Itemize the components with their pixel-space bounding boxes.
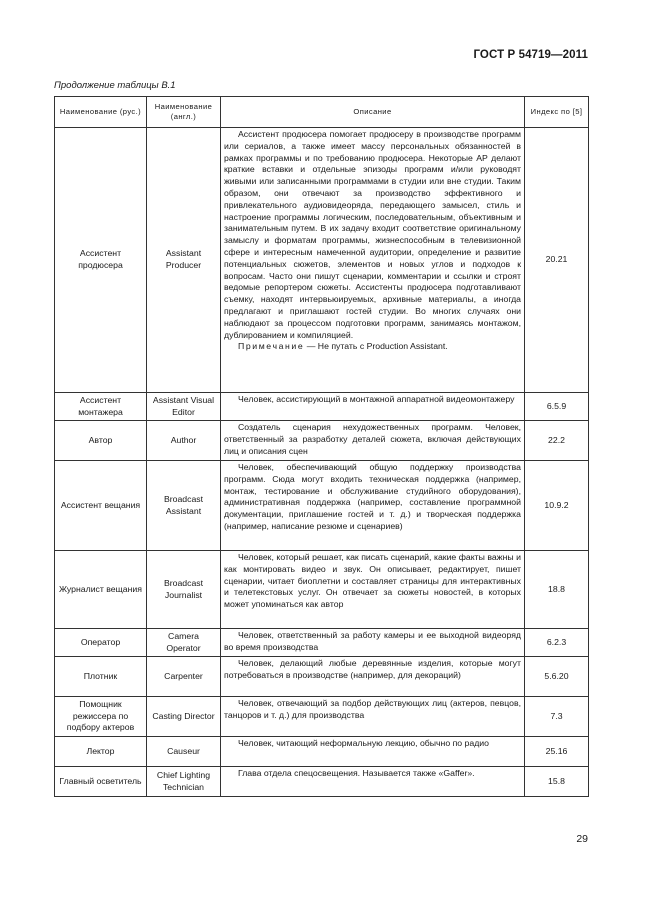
- term-en: Assistant Producer: [147, 128, 221, 393]
- term-index: 10.9.2: [525, 461, 589, 551]
- term-ru: Оператор: [55, 629, 147, 657]
- term-ru: Автор: [55, 421, 147, 461]
- term-ru: Лектор: [55, 737, 147, 767]
- note-label: Примечание: [238, 341, 305, 352]
- term-en: Casting Director: [147, 697, 221, 737]
- note-text: — Не путать с Production Assistant.: [304, 341, 448, 352]
- term-description: [221, 697, 525, 737]
- term-index: 6.5.9: [525, 393, 589, 421]
- column-header-ru: Наименование (рус.): [55, 97, 147, 128]
- term-en: Carpenter: [147, 657, 221, 697]
- table-row: [55, 421, 589, 461]
- term-index: 6.2.3: [525, 629, 589, 657]
- table-row: [55, 393, 589, 421]
- term-index: 15.8: [525, 767, 589, 797]
- standard-header: ГОСТ Р 54719—2011: [473, 49, 588, 61]
- terms-table: [54, 96, 589, 797]
- term-description: [221, 657, 525, 697]
- term-ru: Главный осветитель: [55, 767, 147, 797]
- description-text: Человек, делающий любые деревянные изделия, которые могут потребоваться в производстве (например, для декораций): [224, 658, 521, 680]
- column-header-en: Наименование (англ.): [147, 97, 221, 128]
- column-header-description: Описание: [221, 97, 525, 128]
- term-ru: Журналист вещания: [55, 551, 147, 629]
- description-text: Глава отдела спецосвещения. Называется также «Gaffer».: [238, 768, 475, 778]
- table-caption: Продолжение таблицы В.1: [54, 80, 176, 91]
- description-text: Человек, который решает, как писать сценарий, какие факты важны и как монтировать видео и звук. Он описывает, редактирует, пишет сценарии, читает биоплетни и составляет страницы для интерактивных и телетекстовых услуг. Он отвечает за сюжеты новостей, в которых может упоминаться как автор: [224, 552, 521, 610]
- term-ru: Помощник режиссера по подбору актеров: [55, 697, 147, 737]
- term-ru: Ассистент монтажера: [55, 393, 147, 421]
- term-description: [221, 421, 525, 461]
- description-text: Человек, обеспечивающий общую поддержку производства программ. Сюда могут входить техническая поддержка (например, монтаж, тестирование и обслуживание студийного оборудования), административная поддержка (например, составление программной документации, приглашение гостей и т. д.) и творческая поддержка (например, написание резюме и сценариев): [224, 462, 521, 531]
- term-description: [221, 551, 525, 629]
- table-row: [55, 551, 589, 629]
- term-en: Camera Operator: [147, 629, 221, 657]
- table-row: [55, 767, 589, 797]
- table-row: [55, 461, 589, 551]
- term-index: 20.21: [525, 128, 589, 393]
- description-text: Человек, ответственный за работу камеры и ее выходной видеоряд во время производства: [224, 630, 521, 652]
- table-header-row: [55, 97, 589, 128]
- table-row: [55, 697, 589, 737]
- description-text: Человек, отвечающий за подбор действующих лиц (актеров, певцов, танцоров и т. д.) для производства: [224, 698, 521, 720]
- term-description: [221, 128, 525, 393]
- description-note: [224, 341, 521, 353]
- description-text: Человек, ассистирующий в монтажной аппаратной видеомонтажеру: [238, 394, 515, 404]
- description-text: Человек, читающий неформальную лекцию, обычно по радио: [238, 738, 489, 748]
- table-row: [55, 128, 589, 393]
- term-description: [221, 629, 525, 657]
- term-description: [221, 461, 525, 551]
- term-en: Broadcast Journalist: [147, 551, 221, 629]
- term-description: [221, 393, 525, 421]
- term-index: 18.8: [525, 551, 589, 629]
- term-en: Assistant Visual Editor: [147, 393, 221, 421]
- term-index: 7.3: [525, 697, 589, 737]
- term-en: Broadcast Assistant: [147, 461, 221, 551]
- term-ru: Плотник: [55, 657, 147, 697]
- term-index: 5.6.20: [525, 657, 589, 697]
- description-text: Создатель сценария нехудожественных программ. Человек, ответственный за разработку деталей сюжета, включая действующих лиц и описания сцен: [224, 422, 521, 456]
- table-row: [55, 737, 589, 767]
- page-number: 29: [576, 833, 588, 845]
- description-text: Ассистент продюсера помогает продюсеру в производстве программ или сериалов, а также имеет массу персональных обязанностей в рамках программы и по требованию продюсера. Некоторые АР делают краткие вставки и отдельные эпизоды программ и/или руководят живыми или записанными программами в студии или вне студии. Таким образом, они отвечают за производство эффективного и привлекательного аудиовидеоряда, передающего замысел, стиль и настроение программы логическим, последовательным, объективным и занимательным путем. В их задачу входит соответствие оригинальному замыслу и форматам программы, жизнеспособным в телевизионной сфере и интересным намеченной аудитории, определение и развитие потенциальных сюжетов, элементов и новых углов и подходов к вопросам. Часто они пишут сценарии, комментарии и ссылки и строят ведомые репортером сюжеты. Ассистенты продюсера подготавливают съемку, находят интервьюируемых, архивные материалы, а иногда предлагают и приглашают гостей студии. Во многих случаях они наблюдают за процессом подготовки программ, занимаясь монтажом, дублированием и компиляцией.: [224, 129, 521, 340]
- term-en: Causeur: [147, 737, 221, 767]
- term-en: Chief Lighting Technician: [147, 767, 221, 797]
- term-index: 25.16: [525, 737, 589, 767]
- term-en: Author: [147, 421, 221, 461]
- term-ru: Ассистент продюсера: [55, 128, 147, 393]
- term-description: [221, 767, 525, 797]
- term-ru: Ассистент вещания: [55, 461, 147, 551]
- column-header-index: Индекс по [5]: [525, 97, 589, 128]
- table-row: [55, 657, 589, 697]
- term-description: [221, 737, 525, 767]
- table-row: [55, 629, 589, 657]
- term-index: 22.2: [525, 421, 589, 461]
